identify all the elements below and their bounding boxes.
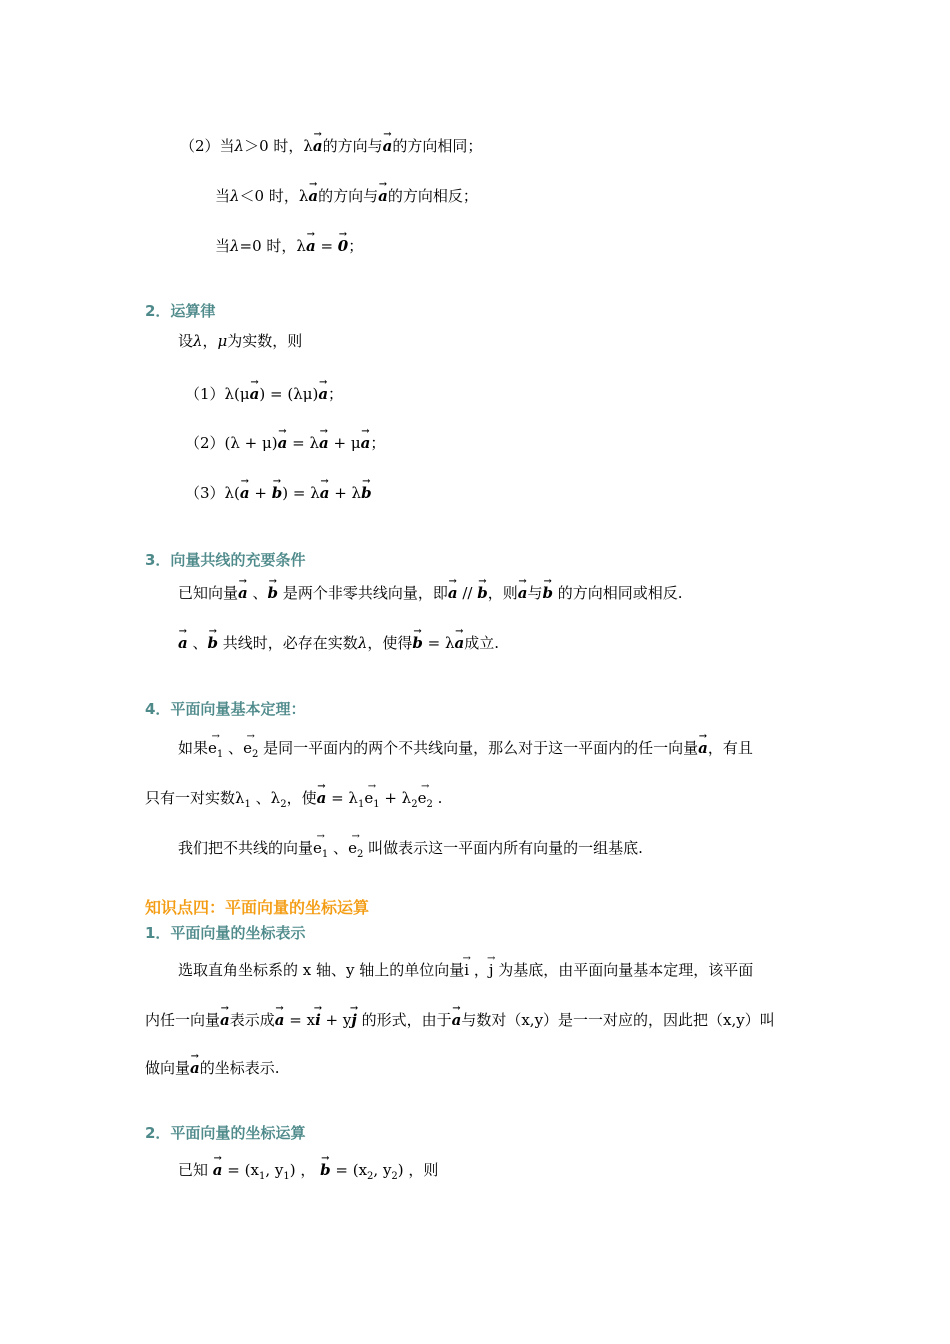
equation-associative: （1）λ(μ→ a) = (λμ)→ a；	[185, 384, 343, 404]
section-heading-coordinate-representation: 1．平面向量的坐标表示	[145, 924, 306, 942]
section-heading-collinear-condition: 3．向量共线的充要条件	[145, 551, 306, 569]
text-line-lambda-zero: 当λ=0 时，λ→ a = → 0；	[215, 236, 363, 256]
section-heading-coordinate-calculation: 2．平面向量的坐标运算	[145, 1124, 306, 1142]
major-heading-coordinate-operations: 知识点四：平面向量的坐标运算	[145, 898, 370, 917]
text-line-coordinate-form: 内任一向量→ a表示成→ a = x→ i + y→ j 的形式，由于→ a与数对（x,y）是一一对应的，因此把（x,y）叫	[145, 1010, 775, 1030]
equation-distributive-vector: （3）λ(→ a + → b) = λ→ a + λ→ b	[185, 483, 372, 503]
section-heading-fundamental-theorem: 4．平面向量基本定理：	[145, 700, 306, 718]
text-line-theorem-equation: 只有一对实数$\lambda_1$ 、$\lambda_2$，使→ $a = \lambda_1\to e_1 + \lambda_2\to e_2$ .	[145, 788, 442, 815]
text-line-given-coordinates: 已知 → $a = (x_1$, $y_1$) ， → $b = (x_2$, $y_2$) ，则	[178, 1160, 438, 1187]
text-line-collinear-lambda: → a 、→ b 共线时，必存在实数λ，使得→ b = λ→ a成立.	[178, 633, 499, 653]
text-line-unit-vectors: 选取直角坐标系的 x 轴、y 轴上的单位向量→ i ，→ j 为基底，由平面向量基本定理，该平面	[178, 960, 753, 980]
text-line-theorem-statement: 如果→ $e_1$ 、→ $e_2$ 是同一平面内的两个不共线向量，那么对于这一平面内的任一向量→ a，有且	[178, 738, 753, 765]
text-line-collinear-definition: 已知向量→ a 、→ b 是两个非零共线向量，即→ a // → b，则→ a与→ b 的方向相同或相反.	[178, 583, 683, 603]
text-line-lambda-positive: （2）当λ＞0 时，λ→ a的方向与→ a的方向相同；	[180, 136, 482, 156]
text-line-coordinate-representation: 做向量→ a的坐标表示.	[145, 1058, 280, 1078]
text-line-lambda-negative: 当λ＜0 时，λ→ a的方向与→ a的方向相反；	[215, 186, 478, 206]
text-line-basis-definition: 我们把不共线的向量→ $e_1$ 、→ $e_2$ 叫做表示这一平面内所有向量的一组基底.	[178, 838, 643, 865]
text-line-real-numbers: 设λ，μ为实数，则	[178, 332, 303, 350]
section-heading-operation-laws: 2．运算律	[145, 302, 216, 320]
equation-distributive-scalar: （2）(λ + μ)→ a = λ→ a + μ→ a；	[185, 433, 385, 453]
